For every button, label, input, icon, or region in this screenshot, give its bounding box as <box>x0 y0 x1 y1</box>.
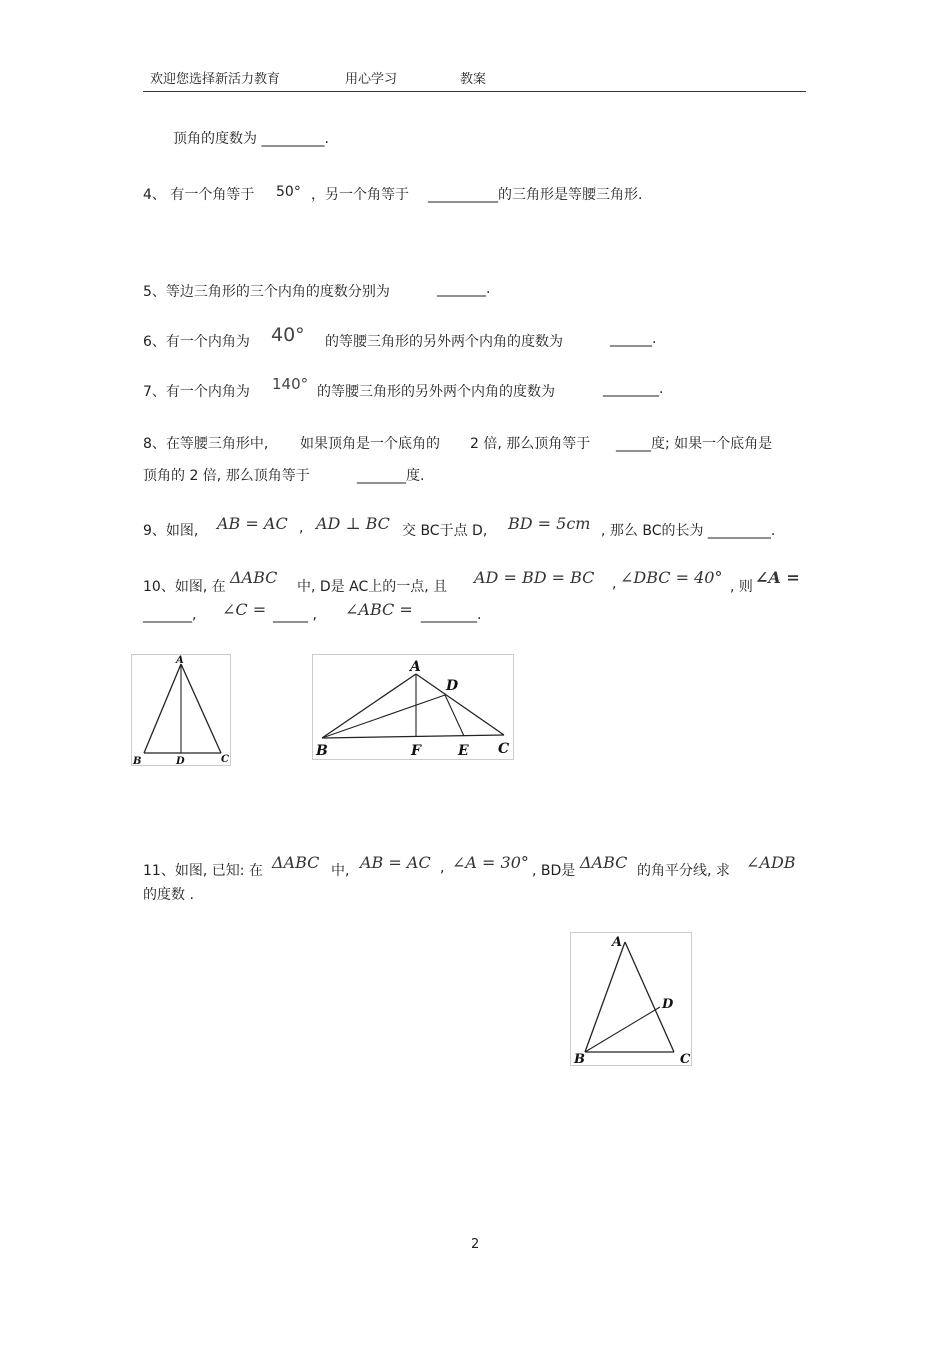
q10-text-b: 中, D是 AC上的一点, 且 <box>297 579 448 595</box>
fig1-side-ac <box>181 664 221 753</box>
header-rule <box>143 91 806 92</box>
q10-math-triangle: ΔABC <box>230 568 278 587</box>
q11-math-angle-adb: ∠ADB <box>746 853 796 872</box>
q11-text-d: 的角平分线, 求 <box>637 863 730 879</box>
q4-text-a: 4、 有一个角等于 <box>143 187 255 203</box>
q8-text-e: 顶角的 2 倍, 那么顶角等于 <box>143 468 310 484</box>
q8-text-d: _____度; 如果一个底角是 <box>616 436 773 452</box>
q7-text-a: 7、有一个内角为 <box>143 384 250 400</box>
q10-comma: , <box>612 576 617 592</box>
fig3-label-c: C <box>680 1052 691 1066</box>
q9-text-a: 9、如图, <box>143 523 199 539</box>
q10-blank-c: _____ , <box>273 607 317 623</box>
q7-blank: ________. <box>603 381 664 397</box>
fig2-segment-bd <box>322 695 445 738</box>
q9-math-ab-ac: AB = AC <box>217 514 288 533</box>
fig3-label-a: A <box>612 935 623 950</box>
q10-blank-a: _______, <box>143 607 197 623</box>
q8-text-c: 2 倍, 那么顶角等于 <box>470 436 591 452</box>
header-right: 教案 <box>460 72 487 87</box>
q11-math-angle-a: ∠A = 30° <box>452 853 529 872</box>
page-number: 2 <box>471 1237 480 1252</box>
q6-text-b: 的等腰三角形的另外两个内角的度数为 <box>325 334 563 350</box>
figure-2-svg <box>312 654 514 760</box>
line-apex-angle: 顶角的度数为 _________. <box>173 131 329 147</box>
figure-1-isosceles-triangle <box>131 654 231 770</box>
fig2-label-e: E <box>458 743 469 759</box>
q5-blank: _______. <box>437 281 491 297</box>
q6-blank: ______. <box>610 331 657 347</box>
fig2-label-b: B <box>316 743 328 759</box>
fig2-label-c: C <box>498 741 510 757</box>
figure-3-border <box>571 933 692 1066</box>
fig3-label-b: B <box>574 1052 585 1066</box>
fig1-label-b: B <box>133 756 142 766</box>
q9-text-b: 交 BC于点 D, <box>402 523 488 539</box>
q11-math-ab-ac: AB = AC <box>360 853 431 872</box>
q4-angle: 50° <box>276 184 301 200</box>
fig3-label-d: D <box>662 997 674 1012</box>
q11-comma: , <box>440 860 445 876</box>
figure-2-triangle <box>312 654 514 764</box>
figure-3-svg <box>570 932 692 1066</box>
q10-blank-abc: ________. <box>421 607 482 623</box>
fig1-label-a: A <box>176 655 184 666</box>
fig1-label-c: C <box>221 754 229 765</box>
q7-angle: 140° <box>272 375 309 393</box>
fig2-label-d: D <box>446 678 459 694</box>
q11-math-triangle-2: ΔABC <box>580 853 628 872</box>
q10-math-angle-abc: ∠ABC = <box>345 600 413 619</box>
q7-text-b: 的等腰三角形的另外两个内角的度数为 <box>317 384 555 400</box>
fig1-label-d: D <box>176 756 185 766</box>
q8-text-f: _______度. <box>357 468 425 484</box>
fig2-side-ab <box>322 674 416 738</box>
q9-comma: , <box>299 520 304 536</box>
q6-angle: 40° <box>271 324 305 346</box>
header-middle: 用心学习 <box>345 72 398 87</box>
fig2-label-a: A <box>410 659 421 675</box>
q11-text-c: , BD是 <box>532 863 576 879</box>
q4-text-c: ，另一个角等于 <box>311 187 409 203</box>
q8-text-a: 8、在等腰三角形中, <box>143 436 269 452</box>
fig2-side-ac <box>416 674 504 735</box>
q10-text-a: 10、如图, 在 <box>143 579 226 595</box>
q10-math-ad-bd-bc: AD = BD = BC <box>474 568 595 587</box>
q5-text: 5、等边三角形的三个内角的度数分别为 <box>143 284 390 300</box>
q11-math-triangle: ΔABC <box>272 853 320 872</box>
q10-math-angle-a: ∠A = <box>755 568 800 587</box>
figure-3-triangle <box>570 932 692 1070</box>
q10-math-angle-c: ∠C = <box>222 600 267 619</box>
figure-1-svg <box>131 654 231 766</box>
q8-text-b: 如果顶角是一个底角的 <box>300 436 440 452</box>
q9-text-c: , 那么 BC的长为 _________. <box>601 523 776 539</box>
q11-text-b: 中, <box>331 863 350 879</box>
fig2-side-bc <box>322 735 504 738</box>
q11-text-e: 的度数 . <box>143 887 194 903</box>
q4-text-d: __________的三角形是等腰三角形. <box>428 187 643 203</box>
q6-text-a: 6、有一个内角为 <box>143 334 250 350</box>
fig3-side-ab <box>585 942 625 1052</box>
q9-math-ad-perp-bc: AD ⊥ BC <box>316 514 390 533</box>
fig2-label-f: F <box>411 743 421 759</box>
fig1-side-ab <box>144 664 181 753</box>
q10-math-angle-dbc: ∠DBC = 40° <box>620 568 723 587</box>
fig3-bisector-bd <box>585 1007 660 1052</box>
header-left: 欢迎您选择新活力教育 <box>150 72 281 87</box>
q10-text-c: , 则 <box>730 579 753 595</box>
q11-text-a: 11、如图, 已知: 在 <box>143 863 263 879</box>
q9-math-bd: BD = 5cm <box>508 514 591 533</box>
